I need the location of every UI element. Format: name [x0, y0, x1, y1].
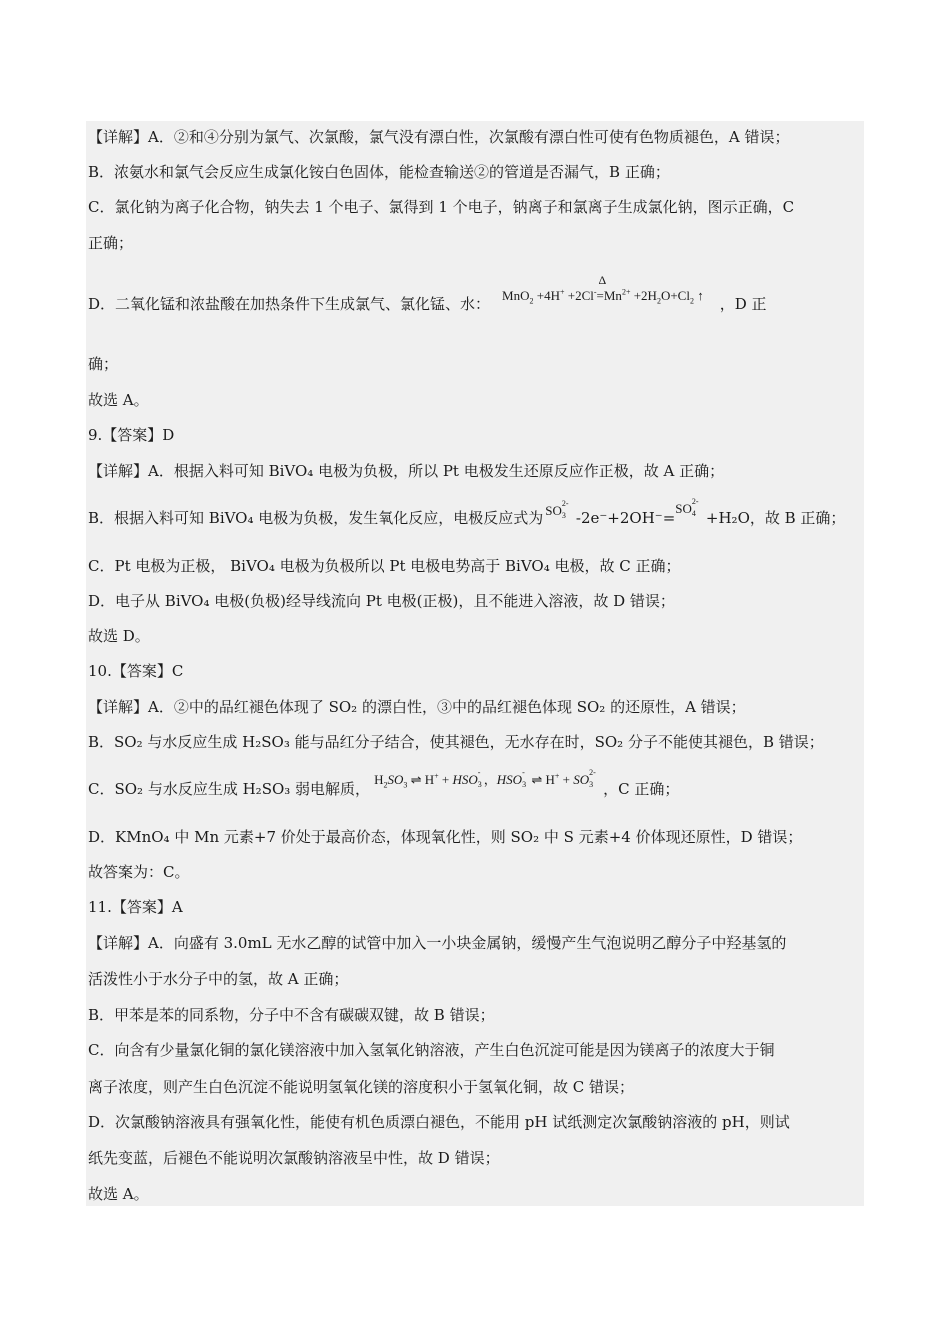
formula-part: 2+	[621, 287, 631, 297]
text-line: C．氯化钠为离子化合物，钠失去 1 个电子、氯得到 1 个电子，钠离子和氯离子生成氯化钠，图示正确，C	[88, 198, 795, 216]
formula-part: SO	[573, 771, 590, 787]
text-line: B．浓氨水和氯气会反应生成氯化铵白色固体，能检查输送②的管道是否漏气，B 正确；	[88, 163, 670, 181]
formula-part: +Cl	[670, 288, 690, 303]
formula-part: ，	[483, 771, 497, 787]
text-line: C．向含有少量氯化铜的氯化镁溶液中加入氢氧化钠溶液，产生白色沉淀可能是因为镁离子的浓度大于铜	[88, 1041, 775, 1059]
text-line: 正确；	[88, 234, 134, 252]
formula-line	[88, 497, 864, 530]
text-line: C．Pt 电极为正极， BiVO₄ 电极为负极所以 Pt 电极电势高于 BiVO₄ 电极，故 C 正确；	[88, 557, 681, 575]
formula-part: ⇌	[407, 771, 425, 787]
text-segment: C．SO₂ 与水反应生成 H₂SO₃ 弱电解质，	[88, 780, 371, 798]
text-line: 纸先变蓝，后褪色不能说明次氯酸钠溶液呈中性，故 D 错误；	[88, 1149, 500, 1167]
text-line: 【详解】A．根据入料可知 BiVO₄ 电极为负极，所以 Pt 电极发生还原反应作正极，故 A 正确；	[88, 462, 725, 480]
text-segment: B．根据入料可知 BiVO₄ 电极为负极，发生氧化反应，电极反应式为	[88, 509, 544, 527]
formula-part: ↑	[693, 288, 704, 303]
formula-part: 2	[689, 296, 694, 306]
question-answer: 9.【答案】D	[88, 426, 175, 444]
text-segment: +H₂O，故 B 正确；	[705, 509, 846, 527]
formula-part: +4H	[533, 288, 560, 303]
formula-part: 2	[529, 296, 534, 306]
formula-part: +	[438, 771, 453, 787]
text-line: 确；	[88, 355, 119, 373]
text-segment: D．二氧化锰和浓盐酸在加热条件下生成氯气、氯化锰、水：	[88, 295, 491, 313]
text-line: D．电子从 BiVO₄ 电极(负极)经导线流向 Pt 电极(正极)，且不能进入溶液，故 D 错误；	[88, 592, 675, 610]
text-line: D．KMnO₄ 中 Mn 元素+7 价处于最高价态，体现氧化性，则 SO₂ 中 S 元素+4 价体现还原性，D 错误；	[88, 828, 803, 846]
sulfite-ion: SO 2- 3	[545, 499, 569, 520]
question-answer: 10.【答案】C	[88, 662, 184, 680]
text-segment: -2e⁻+2OH⁻=	[575, 509, 676, 527]
text-segment: ，D 正	[719, 295, 767, 313]
text-line: 【详解】A．②中的品红褪色体现了 SO₂ 的漂白性，③中的品红褪色体现 SO₂ 的还原性，A 错误；	[88, 698, 746, 716]
text-line: D．次氯酸钠溶液具有强氧化性，能使有机色质漂白褪色，不能用 pH 试纸测定次氯酸钠溶液的 pH，则试	[88, 1113, 790, 1131]
text-line: 故答案为：C。	[88, 863, 190, 881]
formula-part: H	[424, 771, 435, 787]
text-line: 故选 A。	[88, 391, 149, 409]
formula-part: H	[374, 771, 384, 787]
formula-part: 2	[383, 780, 388, 790]
formula-part: -	[593, 287, 597, 297]
formula-part: SO	[675, 500, 692, 516]
formula-part: =	[596, 288, 604, 303]
formula-part: H	[545, 771, 555, 787]
formula-part: +2H	[630, 288, 657, 303]
sulfurous-acid-ionization: $H_2SO_3$ ⇌ H+ + HSO - 3 ，HSO - 3 ⇌ H+ + SO 2- 3	[374, 768, 596, 790]
formula-part: 2	[656, 296, 661, 306]
formula-part: SO	[545, 502, 562, 518]
formula-part: +2Cl	[564, 288, 594, 303]
formula-part: Mn	[603, 288, 622, 303]
formula-part: MnO	[502, 288, 530, 303]
text-line: 【详解】A．②和④分别为氯气、次氯酸，氯气没有漂白性，次氯酸有漂白性可使有色物质褪色，A 错误；	[88, 128, 790, 146]
formula-part: HSO	[452, 771, 478, 787]
formula-part: HSO	[496, 771, 523, 787]
mno2-hcl-equation	[502, 273, 704, 307]
heat-symbol: Δ	[598, 273, 607, 287]
formula-part: +	[554, 771, 560, 781]
formula-part: ⇌	[528, 771, 546, 787]
text-segment: ，C 正确；	[603, 780, 680, 798]
text-line: 活泼性小于水分子中的氢，故 A 正确；	[88, 970, 349, 988]
formula-part: +	[559, 287, 565, 297]
text-line: B．甲苯是苯的同系物，分子中不含有碳碳双键，故 B 错误；	[88, 1006, 495, 1024]
formula-line	[88, 768, 864, 801]
formula-part: +	[559, 771, 574, 787]
text-line: 故选 A。	[88, 1185, 149, 1203]
text-line: B．SO₂ 与水反应生成 H₂SO₃ 能与品红分子结合，使其褪色，无水存在时，SO₂ 分子不能使其褪色，B 错误；	[88, 733, 824, 751]
formula-part: O	[660, 288, 671, 303]
text-line: 【详解】A．向盛有 3.0mL 无水乙醇的试管中加入一小块金属钠，缓慢产生气泡说明乙醇分子中羟基氢的	[88, 934, 787, 952]
text-line: 故选 D。	[88, 627, 150, 645]
formula-part: +	[434, 771, 439, 781]
sulfate-ion: SO 2- 4	[675, 497, 699, 518]
formula-part: SO	[387, 771, 404, 787]
question-answer: 11.【答案】A	[88, 898, 183, 916]
formula-line	[88, 273, 864, 316]
formula-part: 3	[403, 780, 408, 790]
text-line: 离子浓度，则产生白色沉淀不能说明氢氧化镁的溶度积小于氢氧化铜，故 C 错误；	[88, 1078, 635, 1096]
